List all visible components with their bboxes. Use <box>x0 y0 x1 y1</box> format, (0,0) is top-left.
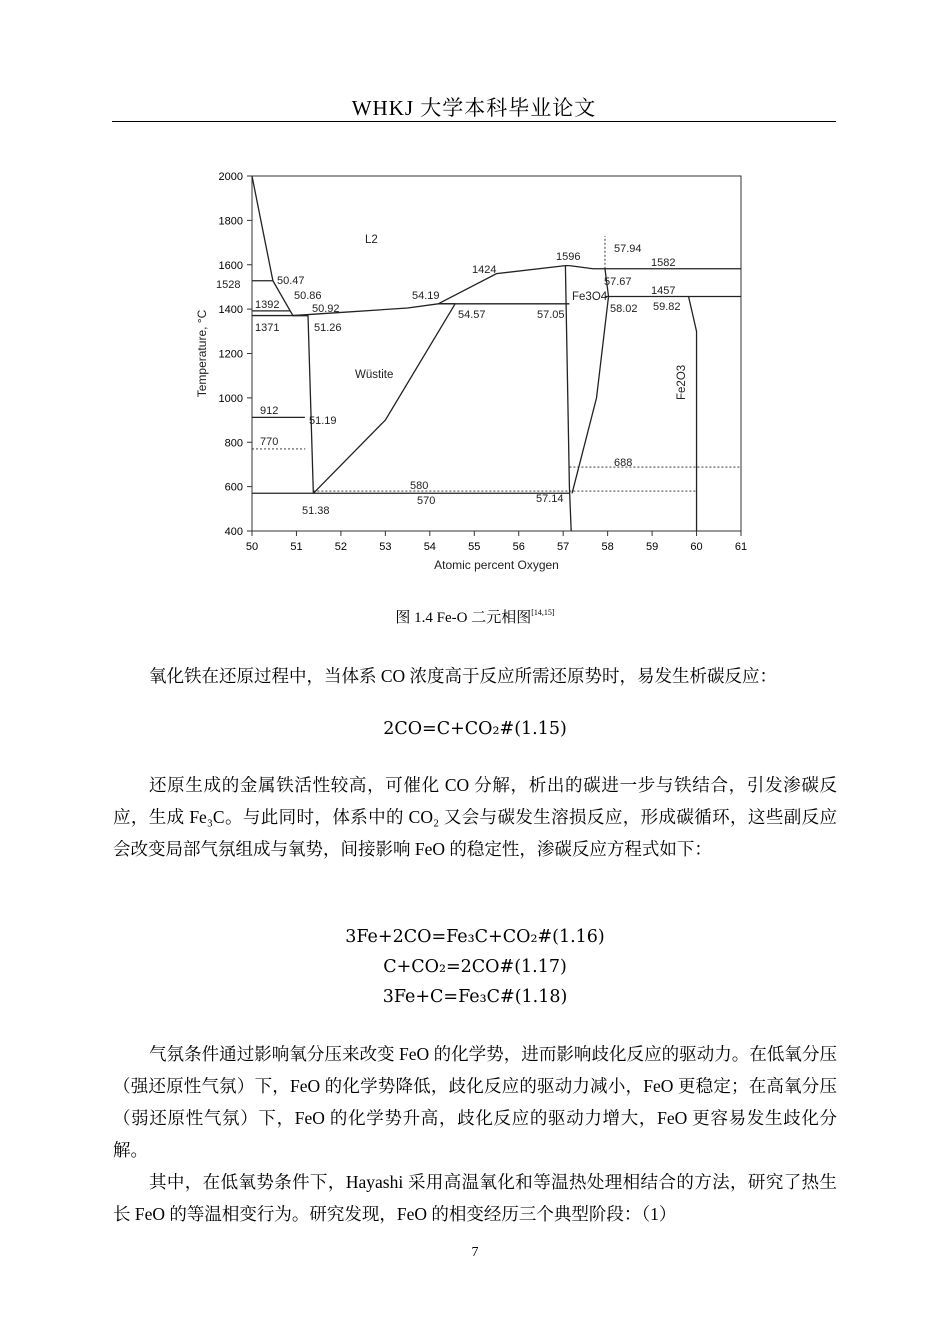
equation-1-16: 3Fe+2CO=Fe₃C+CO₂#(1.16) <box>345 927 605 947</box>
temperature-label: 1392 <box>255 299 280 311</box>
value-annotation: 57.05 <box>537 309 565 321</box>
value-annotation: 1424 <box>472 264 497 276</box>
paragraph-4: 其中，在低氧势条件下，Hayashi 采用高温氧化和等温热处理相结合的方法，研究了热生长 FeO 的等温相变行为。研究发现，FeO 的相变经历三个典型阶段：（1） <box>113 1172 837 1224</box>
value-annotation: 57.94 <box>614 243 642 255</box>
figure-caption <box>0 606 950 627</box>
paragraph-2: 还原生成的金属铁活性较高，可催化 CO 分解，析出的碳进一步与铁结合，引发渗碳反应，生成 Fe₃C。与此同时，体系中的 CO₂ 又会与碳发生溶损反应，形成碳循环，这些副反应会改变局部气氛组成与氧势，间接影响 FeO 的稳定性，渗碳反应方程式如下： <box>113 775 837 859</box>
paragraph-1: 氧化铁在还原过程中，当体系 CO 浓度高于反应所需还原势时，易发生析碳反应： <box>149 666 778 686</box>
header-rule <box>112 121 836 122</box>
x-tick-label: 51 <box>290 541 303 553</box>
x-tick-label: 61 <box>734 541 748 553</box>
value-annotation: 59.82 <box>653 301 681 313</box>
x-tick-label: 53 <box>379 541 392 553</box>
value-annotation: 580 <box>410 480 429 492</box>
y-tick-label: 1600 <box>218 259 243 272</box>
value-annotation: 50.47 <box>277 275 305 287</box>
temperature-label: 1371 <box>255 322 280 334</box>
equation-1-18: 3Fe+C=Fe₃C#(1.18) <box>382 987 568 1007</box>
value-annotation: 1596 <box>556 251 581 263</box>
value-annotation: 51.26 <box>314 322 342 334</box>
value-annotation: 54.19 <box>412 290 440 302</box>
value-annotation: 688 <box>614 457 633 469</box>
y-tick-label: 1800 <box>218 215 243 228</box>
value-annotation: 58.02 <box>610 303 638 315</box>
y-tick-label: 800 <box>224 437 243 450</box>
page-header-title: WHKJ 大学本科毕业论文 <box>351 96 597 120</box>
phase-label: Fe3O4 <box>572 291 608 303</box>
x-tick-label: 52 <box>334 541 348 553</box>
value-annotation: 57.67 <box>604 276 632 288</box>
x-tick-label: 59 <box>645 541 659 553</box>
phase-label: L2 <box>365 234 378 246</box>
y-tick-label: 1200 <box>218 348 243 361</box>
phase-label: Wüstite <box>355 369 394 381</box>
value-annotation: 1582 <box>651 257 676 269</box>
x-axis-label: Atomic percent Oxygen <box>434 558 559 572</box>
x-tick-label: 56 <box>512 541 525 553</box>
y-axis-label: Temperature, °C <box>195 309 209 398</box>
value-annotation: 54.57 <box>458 309 486 321</box>
caption-text: 图 1.4 Fe-O 二元相图 <box>395 610 532 626</box>
value-annotation: 1457 <box>651 285 676 297</box>
plot-frame <box>252 176 741 531</box>
temperature-label: 1528 <box>216 279 241 291</box>
y-tick-label: 1000 <box>218 392 243 405</box>
value-annotation: 57.14 <box>536 493 564 505</box>
phase-boundary-line <box>438 266 569 304</box>
caption-reference: [14,15] <box>531 608 555 617</box>
x-tick-label: 55 <box>468 541 481 553</box>
value-annotation: 51.19 <box>309 415 337 427</box>
y-tick-label: 1400 <box>218 304 243 317</box>
x-tick-label: 50 <box>245 541 259 553</box>
paragraph-3: 气氛条件通过影响氧分压来改变 FeO 的化学势，进而影响歧化反应的驱动力。在低氧分压（强还原性气氛）下，FeO 的化学势降低，歧化反应的驱动力减小，FeO 更稳定；在高氧分压（弱还原性气氛）下，FeO 的化学势升高，歧化反应的驱动力增大，FeO 更容易发生歧化分解。 <box>113 1044 837 1160</box>
x-tick-label: 60 <box>690 541 703 553</box>
value-annotation: 51.38 <box>302 505 330 517</box>
x-tick-label: 58 <box>601 541 614 553</box>
phase-boundary-line <box>689 296 697 531</box>
phase-label: Fe2O3 <box>676 364 688 400</box>
equation-1-17: C+CO₂=2CO#(1.17) <box>383 957 567 977</box>
value-annotation: 570 <box>417 495 436 507</box>
y-tick-label: 600 <box>224 481 243 494</box>
page-number: 7 <box>471 1245 479 1260</box>
x-tick-label: 57 <box>557 541 570 553</box>
value-annotation: 50.86 <box>294 290 322 302</box>
equation-1-15: 2CO=C+CO₂#(1.15) <box>383 719 567 739</box>
y-tick-label: 400 <box>224 526 243 538</box>
value-annotation: 770 <box>260 436 279 448</box>
phase-boundary-line <box>572 296 608 493</box>
y-tick-label: 2000 <box>218 171 243 183</box>
value-annotation: 50.92 <box>312 303 340 315</box>
x-tick-label: 54 <box>423 541 436 553</box>
fe-o-phase-diagram <box>190 165 760 580</box>
value-annotation: 912 <box>260 405 279 417</box>
